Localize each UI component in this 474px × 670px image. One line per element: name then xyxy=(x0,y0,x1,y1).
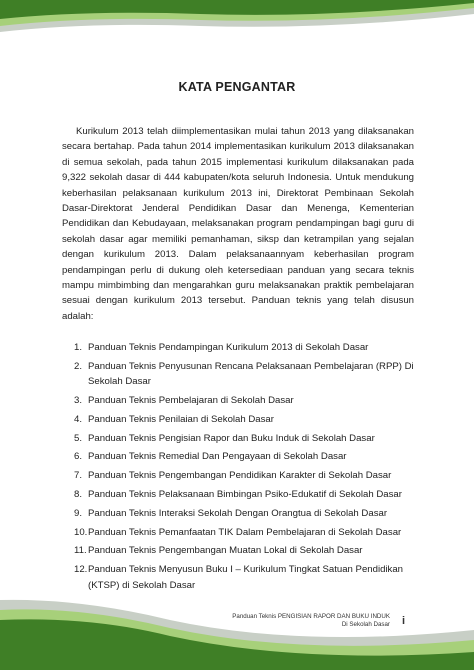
panduan-list xyxy=(74,340,419,596)
list-item: 12. Panduan Teknis Menyusun Buku I – Kurikulum Tingkat Satuan Pendidikan (KTSP) di Sekolah Dasar xyxy=(74,564,404,591)
intro-paragraph: Kurikulum 2013 telah diimplementasikan mulai tahun 2013 yang dilaksanakan secara bertahap. Pada tahun 2014 implementasikan kurikulum 2013 dilaksanakan di semua sekolah, pada tahun 2015 implementasi kurikulum dilaksanakan pada 9,322 sekolah dasar di 444 kabupaten/kota seluruh Indonesia. Untuk mendukung keberhasilan pelaksanaan kurikulum 2013 ini, Direktorat Pembinaan Sekolah Dasar-Direktorat Jenderal Pendidikan Dasar dan Menenga, Kementerian Pendidikan dan Kebudayaan, melaksanakan program pendampingan bagi guru di sekolah dasar agar memiliki pemanhaman, siksp dan ketrampilan yang sejalan dengan kurikulum 2013. Dalam pelaksanaannyam keberhasilan program pendampingan perlu di dukung oleh ketersediaan panduan yang secara teknis mampu mimbimbing dan mengarahkan guru melaksanakan praktik pembelajaran sesuai dengan kurikulum 2013 tersebut. Panduan teknis yang telah disusun adalah: xyxy=(62,126,414,322)
footer-caption xyxy=(222,613,390,629)
list-item: 10. Panduan Teknis Pemanfaatan TIK Dalam Pembelajaran di Sekolah Dasar xyxy=(74,526,402,538)
page-title: KATA PENGANTAR xyxy=(178,80,296,94)
list-item: 6. Panduan Teknis Remedial Dan Pengayaan di Sekolah Dasar xyxy=(74,451,347,463)
footer-line-1: Panduan Teknis PENGISIAN RAPOR DAN BUKU INDUK xyxy=(232,613,390,620)
footer-line-2: Di Sekolah Dasar xyxy=(341,621,390,628)
list-item: 1. Panduan Teknis Pendampingan Kurikulum 2013 di Sekolah Dasar xyxy=(74,342,369,353)
list-item: 2. Panduan Teknis Penyusunan Rencana Pelaksanaan Pembelajaran (RPP) Di Sekolah Dasar xyxy=(74,360,414,388)
list-item: 9. Panduan Teknis Interaksi Sekolah Dengan Orangtua di Sekolah Dasar xyxy=(74,507,388,519)
list-item: 8. Panduan Teknis Pelaksanaan Bimbingan Psiko-Edukatif di Sekolah Dasar xyxy=(74,488,402,500)
top-decorative-swoosh xyxy=(0,0,474,40)
list-item: 5. Panduan Teknis Pengisian Rapor dan Buku Induk di Sekolah Dasar xyxy=(74,432,375,444)
list-item: 3. Panduan Teknis Pembelajaran di Sekolah Dasar xyxy=(74,395,294,406)
list-item: 11. Panduan Teknis Pengembangan Muatan Lokal di Sekolah Dasar xyxy=(74,545,363,557)
list-item: 4. Panduan Teknis Penilaian di Sekolah Dasar xyxy=(74,413,274,425)
list-item: 7. Panduan Teknis Pengembangan Pendidikan Karakter di Sekolah Dasar xyxy=(74,470,392,482)
page-number: i xyxy=(402,615,406,627)
